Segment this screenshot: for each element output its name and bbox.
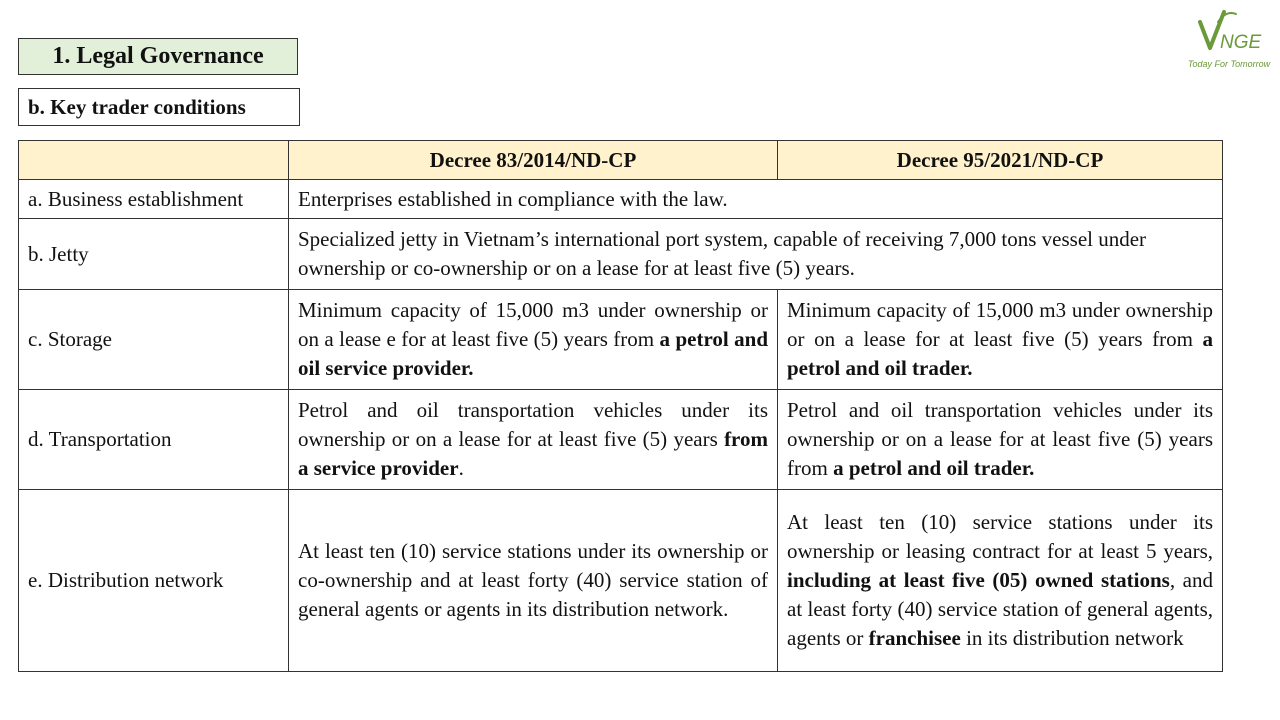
decree-83-cell bbox=[289, 390, 778, 490]
cell-bold-text: franchisee bbox=[868, 626, 961, 650]
table-header-row bbox=[19, 141, 1223, 180]
brand-logo bbox=[1180, 8, 1278, 72]
cell-bold-text: a petrol and oil trader. bbox=[787, 327, 1213, 380]
cell-bold-text: from a service provider bbox=[298, 427, 768, 480]
table-row bbox=[19, 490, 1223, 672]
header-decree-95: Decree 95/2021/ND-CP bbox=[778, 141, 1223, 180]
cell-text: Minimum capacity of 15,000 m3 under ownership or on a lease for at least five (5) years from bbox=[787, 298, 1213, 351]
table-row bbox=[19, 390, 1223, 490]
row-label: d. Transportation bbox=[19, 390, 289, 490]
row-label: a. Business establishment bbox=[19, 180, 289, 219]
row-shared-text: Specialized jetty in Vietnam’s international port system, capable of receiving 7,000 tons vessel under ownership or co-ownership or on a lease for at least five (5) years. bbox=[289, 219, 1223, 290]
cell-text: At least ten (10) service stations under its ownership or leasing contract for at least 5 years, bbox=[787, 510, 1213, 563]
vnge-logo-mark bbox=[1196, 8, 1276, 58]
trader-conditions-table bbox=[18, 140, 1223, 672]
cell-text: Petrol and oil transportation vehicles under its ownership or on a lease for at least five (5) years bbox=[298, 398, 768, 451]
cell-text: Minimum capacity of 15,000 m3 under ownership or on a lease e for at least five (5) years from bbox=[298, 298, 768, 351]
cell-bold-text: including at least five (05) owned stations bbox=[787, 568, 1170, 592]
logo-tagline: Today For Tomorrow bbox=[1187, 59, 1271, 69]
table-row bbox=[19, 219, 1223, 290]
decree-95-cell bbox=[778, 390, 1223, 490]
decree-83-cell bbox=[289, 290, 778, 390]
cell-text: in its distribution network bbox=[960, 626, 1184, 650]
decree-83-cell bbox=[289, 490, 778, 672]
cell-text: , and at least forty (40) service station of general agents, agents or bbox=[787, 568, 1213, 650]
decree-95-cell bbox=[778, 490, 1223, 672]
subsection-title: b. Key trader conditions bbox=[18, 88, 300, 126]
row-label: b. Jetty bbox=[19, 219, 289, 290]
header-cell-empty bbox=[19, 141, 289, 180]
cell-text: Petrol and oil transportation vehicles under its ownership or on a lease for at least five (5) years from bbox=[787, 398, 1213, 480]
row-label: e. Distribution network bbox=[19, 490, 289, 672]
cell-text-tail: . bbox=[458, 456, 464, 480]
decree-95-cell bbox=[778, 290, 1223, 390]
table-row bbox=[19, 290, 1223, 390]
row-shared-text: Enterprises established in compliance with the law. bbox=[289, 180, 1223, 219]
svg-text:NGE: NGE bbox=[1220, 32, 1262, 53]
header-decree-83: Decree 83/2014/ND-CP bbox=[289, 141, 778, 180]
cell-bold-text: a petrol and oil service provider. bbox=[298, 327, 768, 380]
cell-bold-text: a petrol and oil trader. bbox=[833, 456, 1035, 480]
cell-text: At least ten (10) service stations under its ownership or co-ownership and at least forty (40) service station of general agents or agents in its distribution network. bbox=[298, 539, 768, 621]
table-row bbox=[19, 180, 1223, 219]
row-label: c. Storage bbox=[19, 290, 289, 390]
section-title: 1. Legal Governance bbox=[18, 38, 298, 75]
